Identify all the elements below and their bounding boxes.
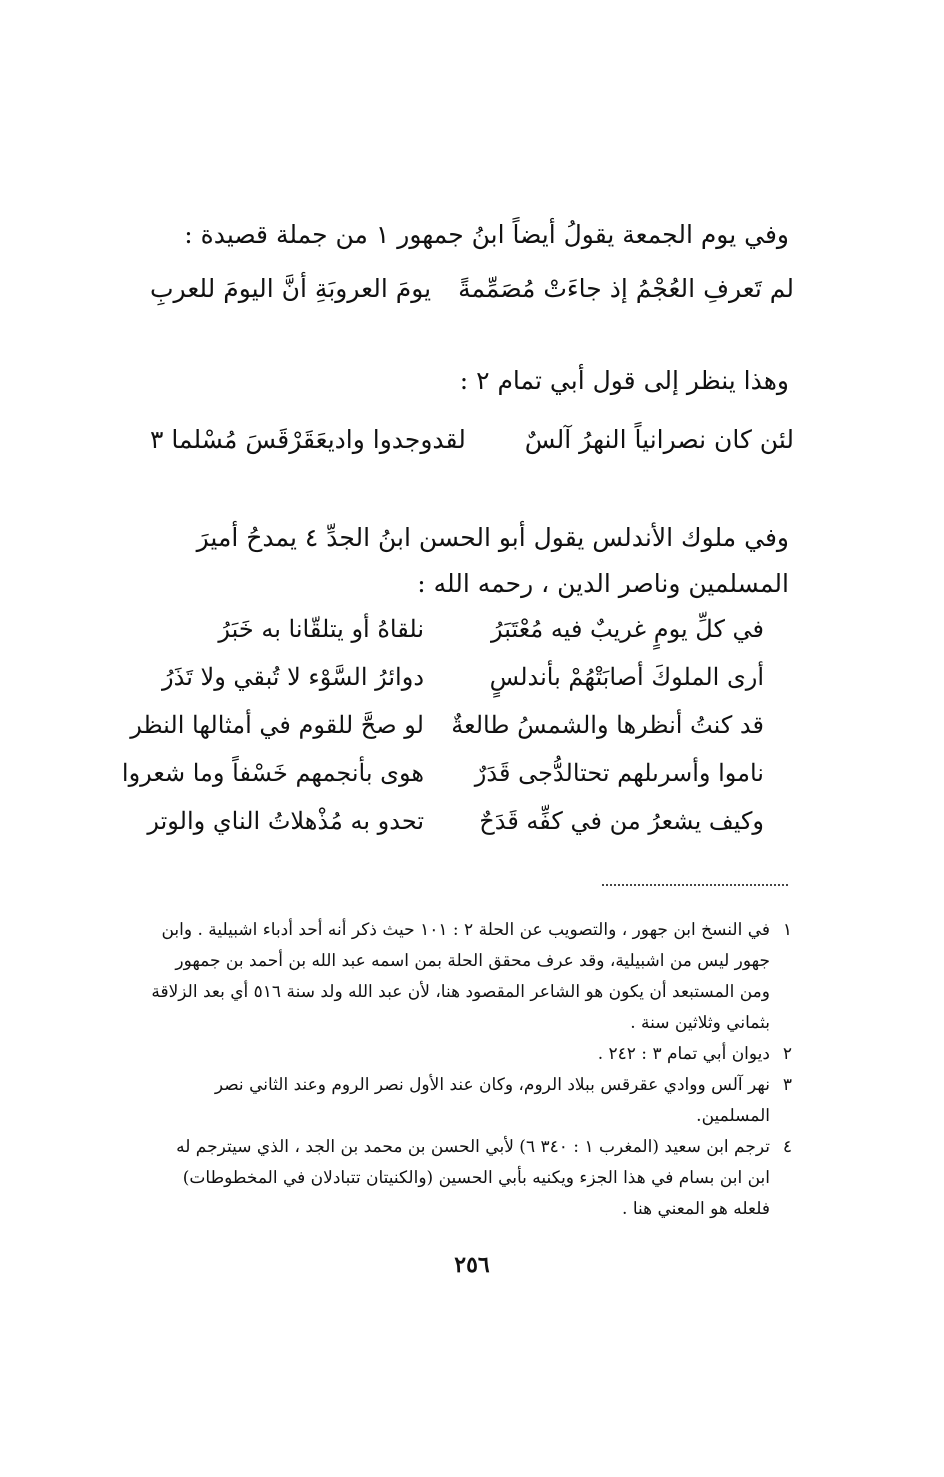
poem-line-second-hemistich: دوائرُ السَّوْء لا تُبقي ولا تَذَرُ <box>162 663 424 691</box>
poem-line-first-hemistich: في كلِّ يومٍ غريبٌ فيه مُعْتَبَرُ <box>491 615 764 643</box>
footnote-number: ١ <box>782 920 792 940</box>
poem-line-2 <box>150 663 764 711</box>
poem-line-second-hemistich: نلقاهُ أو يتلقّانا به خَبَرُ <box>218 615 424 643</box>
intro-paragraph-1: وفي يوم الجمعة يقولُ أيضاً ابنُ جمهور ١ من جملة قصيدة : <box>184 220 789 249</box>
footnote-1 <box>150 915 792 1039</box>
poem-line-first-hemistich: ناموا وأسرىلهم تحتالدُّجى قَدَرٌ <box>474 759 764 787</box>
footnote-number: ٣ <box>782 1075 792 1095</box>
poem-line-first-hemistich: قد كنتُ أنظرها والشمسُ طالعةٌ <box>451 711 764 739</box>
footnote-number: ٢ <box>782 1044 792 1064</box>
poem-line-second-hemistich: تحدو به مُذْهلاتُ الناي والوتر <box>147 807 424 835</box>
poem <box>121 615 764 855</box>
footnote-text: ديوان أبي تمام ٣ : ٢٤٢ . <box>597 1044 770 1064</box>
poem-line-first-hemistich: أرى الملوكَ أصابَتْهُمْ بأندلسٍ <box>489 663 764 691</box>
poem-line-5 <box>147 807 764 855</box>
poem-line-second-hemistich: لو صحَّ للقوم في أمثالها النظر <box>130 711 424 739</box>
verse-2-first-hemistich: لئن كان نصرانياً النهرُ آلسٌ <box>524 425 794 454</box>
poem-line-1 <box>150 615 764 663</box>
verse-2 <box>150 425 794 471</box>
footnote-divider <box>602 884 788 886</box>
page-number: ٢٥٦ <box>454 1252 490 1278</box>
footnotes <box>150 915 792 1225</box>
poem-line-first-hemistich: وكيف يشعرُ من في كفِّه قَدَحٌ <box>479 807 764 835</box>
verse-1 <box>150 274 794 320</box>
poem-line-second-hemistich: هوى بأنجمهم خَسْفاً وما شعروا <box>121 759 424 787</box>
footnote-text: نهر آلس ووادي عقرقس ببلاد الروم، وكان عند الأول نصر الروم وعند الثاني نصر المسلمين. <box>214 1075 770 1126</box>
poem-line-3 <box>130 711 764 759</box>
footnote-number: ٤ <box>782 1137 792 1157</box>
footnote-4 <box>150 1132 792 1225</box>
poem-line-4 <box>121 759 764 807</box>
verse-1-first-hemistich: لم تَعرفِ العُجْمُ إذ جاءَتْ مُصَمِّمةً <box>458 274 794 303</box>
footnote-text: في النسخ ابن جهور ، والتصويب عن الحلة ٢ : ١٠١ حيث ذكر أنه أحد أدباء اشبيلية . وابن جهور ليس من اشبيلية، وقد عرف محقق الحلة بمن اسمه عبد الله بن أحمد بن جمهور ومن المستبعد أن يكون هو الشاعر المقصود هنا، لأن عبد الله ولد سنة ٥١٦ أي بعد الزلاقة بثماني وثلاثين سنة . <box>151 920 770 1033</box>
verse-1-second-hemistich: يومَ العروبَةِ أنَّ اليومَ للعربِ <box>150 274 432 303</box>
footnote-3 <box>150 1070 792 1132</box>
verse-2-second-hemistich: لقدوجدوا واديعَقَرْقَسَ مُسْلما ٣ <box>150 425 466 454</box>
footnote-text: ترجم ابن سعيد (المغرب ١ : ٣٤٠ ٦) لأبي الحسن بن محمد بن الجد ، الذي سيترجم له ابن ابن بسام في هذا الجزء ويكنيه بأبي الحسين (والكنيتان تتبادلان في المخطوطات) فلعله هو المعني هنا . <box>176 1137 770 1219</box>
intro-paragraph-3: وفي ملوك الأندلس يقول أبو الحسن ابنُ الجدِّ ٤ يمدحُ أميرَ المسلمين وناصر الدين ، رحمه الله : <box>196 523 789 598</box>
footnote-2 <box>150 1039 792 1070</box>
intro-paragraph-2: وهذا ينظر إلى قول أبي تمام ٢ : <box>459 366 789 395</box>
